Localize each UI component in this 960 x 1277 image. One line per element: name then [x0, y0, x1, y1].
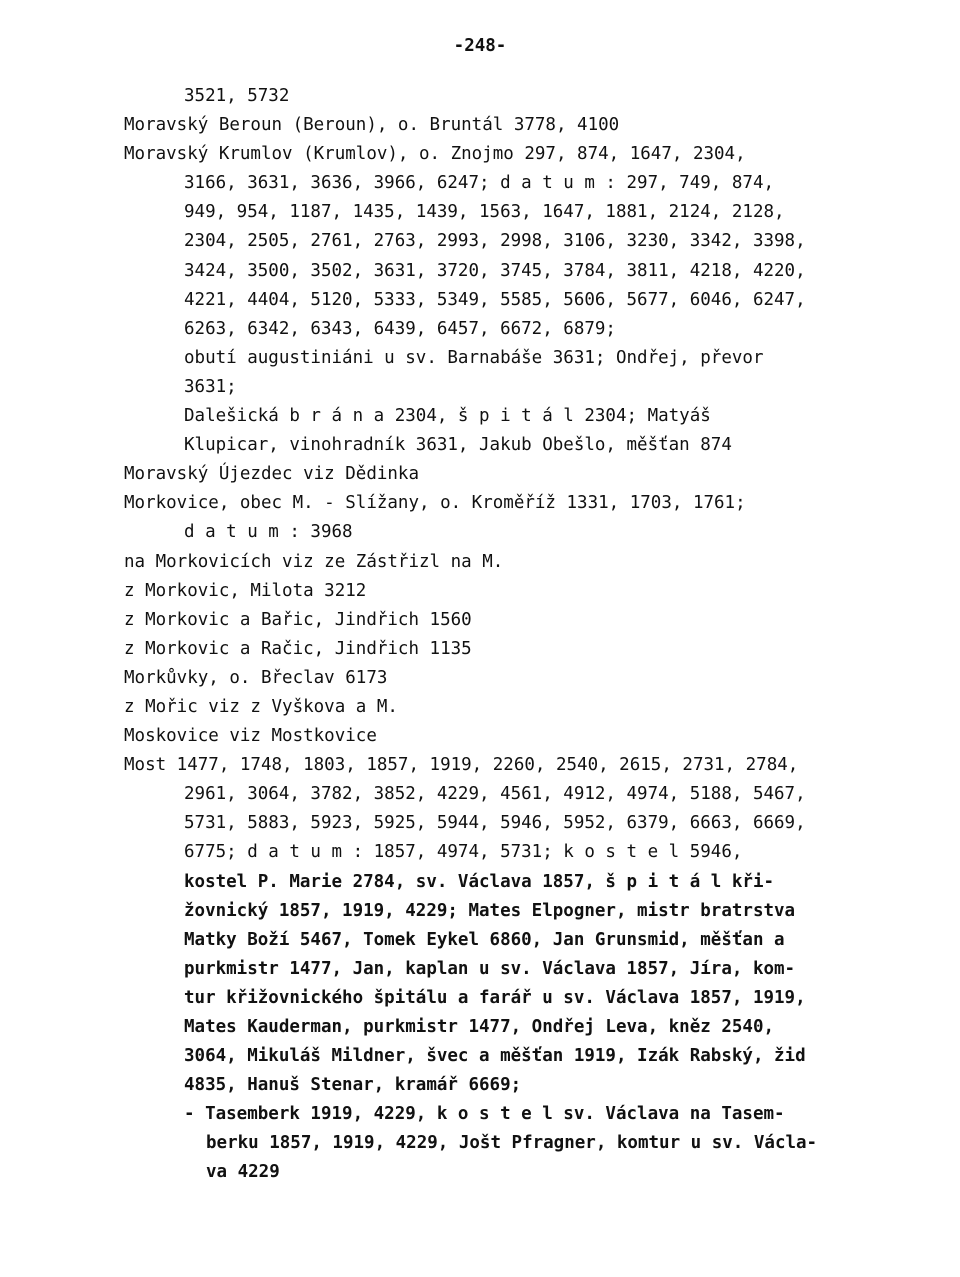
entry-line: - Tasemberk 1919, 4229, k o s t e l sv. Václava na Tasem- [184, 1104, 785, 1125]
entry-line: Dalešická b r á n a 2304, š p i t á l 2304; Matyáš [184, 406, 711, 427]
index-entry [124, 460, 894, 489]
index-entry [124, 751, 894, 1187]
entry-line: 3424, 3500, 3502, 3631, 3720, 3745, 3784, 3811, 4218, 4220, [184, 260, 806, 281]
entry-line: Morkovice, obec M. - Slížany, o. Kroměříž 1331, 1703, 1761; [124, 493, 746, 514]
index-entry [124, 111, 894, 140]
entry-line: Klupicar, vinohradník 3631, Jakub Obešlo, měšťan 874 [184, 435, 732, 456]
index-entry [124, 82, 894, 111]
entry-line: 2304, 2505, 2761, 2763, 2993, 2998, 3106, 3230, 3342, 3398, [184, 231, 806, 252]
entry-line: 6775; d a t u m : 1857, 4974, 5731; k o s t e l 5946, [184, 842, 743, 863]
entry-line: 3064, Mikuláš Mildner, švec a měšťan 1919, Izák Rabský, žid [184, 1046, 806, 1067]
index-entry [124, 548, 894, 577]
entry-line: z Morkovic, Milota 3212 [124, 580, 367, 601]
entry-line: 5731, 5883, 5923, 5925, 5944, 5946, 5952, 6379, 6663, 6669, [184, 813, 806, 834]
entry-line: Moravský Újezdec viz Dědinka [124, 464, 420, 485]
entry-line: na Morkovicích viz ze Zástřizl na M. [124, 551, 504, 572]
entry-line: Morkůvky, o. Břeclav 6173 [124, 667, 388, 688]
entry-line: obutí augustiniáni u sv. Barnabáše 3631; Ondřej, převor [184, 347, 764, 368]
entry-line: 3631; [184, 376, 237, 397]
index-entry [124, 664, 894, 693]
entry-line: 6263, 6342, 6343, 6439, 6457, 6672, 6879; [184, 318, 616, 339]
index-page-body [124, 82, 894, 1188]
index-entry [124, 489, 894, 547]
entry-line: z Morkovic a Bařic, Jindřich 1560 [124, 609, 472, 630]
entry-line: Matky Boží 5467, Tomek Eykel 6860, Jan Grunsmid, měšťan a [184, 929, 785, 950]
index-entry [124, 693, 894, 722]
entry-line: Moravský Beroun (Beroun), o. Bruntál 3778, 4100 [124, 115, 620, 136]
entry-line: berku 1857, 1919, 4229, Jošt Pfragner, komtur u sv. Václa- [206, 1133, 818, 1154]
page-number: -248- [453, 36, 507, 56]
entry-line: 949, 954, 1187, 1435, 1439, 1563, 1647, 1881, 2124, 2128, [184, 202, 785, 223]
entry-line: tur křižovnického špitálu a farář u sv. Václava 1857, 1919, [184, 987, 806, 1008]
entry-line: 4835, Hanuš Stenar, kramář 6669; [184, 1075, 522, 1096]
entry-line: d a t u m : 3968 [184, 522, 353, 543]
entry-line: Moravský Krumlov (Krumlov), o. Znojmo 297, 874, 1647, 2304, [124, 144, 746, 165]
entry-line: va 4229 [206, 1162, 280, 1183]
index-entry [124, 606, 894, 635]
entry-line: z Mořic viz z Vyškova a M. [124, 696, 398, 717]
entry-line: 4221, 4404, 5120, 5333, 5349, 5585, 5606, 5677, 6046, 6247, [184, 289, 806, 310]
entry-line: 3521, 5732 [184, 86, 290, 106]
index-entry [124, 577, 894, 606]
index-entry [124, 140, 894, 460]
entry-line: 3166, 3631, 3636, 3966, 6247; d a t u m : 297, 749, 874, [184, 173, 775, 194]
entry-line: Mates Kauderman, purkmistr 1477, Ondřej Leva, kněz 2540, [184, 1017, 775, 1037]
index-entry [124, 635, 894, 664]
entry-line: z Morkovic a Račic, Jindřich 1135 [124, 638, 472, 659]
index-entry [124, 722, 894, 751]
entry-line: žovnický 1857, 1919, 4229; Mates Elpogner, mistr bratrstva [184, 900, 796, 921]
entry-line: Moskovice viz Mostkovice [124, 726, 377, 747]
entry-line: purkmistr 1477, Jan, kaplan u sv. Václava 1857, Jíra, kom- [184, 958, 796, 979]
entry-line: kostel P. Marie 2784, sv. Václava 1857, š p i t á l kři- [184, 871, 775, 892]
entry-line: Most 1477, 1748, 1803, 1857, 1919, 2260, 2540, 2615, 2731, 2784, [124, 755, 799, 776]
entry-line: 2961, 3064, 3782, 3852, 4229, 4561, 4912, 4974, 5188, 5467, [184, 784, 806, 805]
